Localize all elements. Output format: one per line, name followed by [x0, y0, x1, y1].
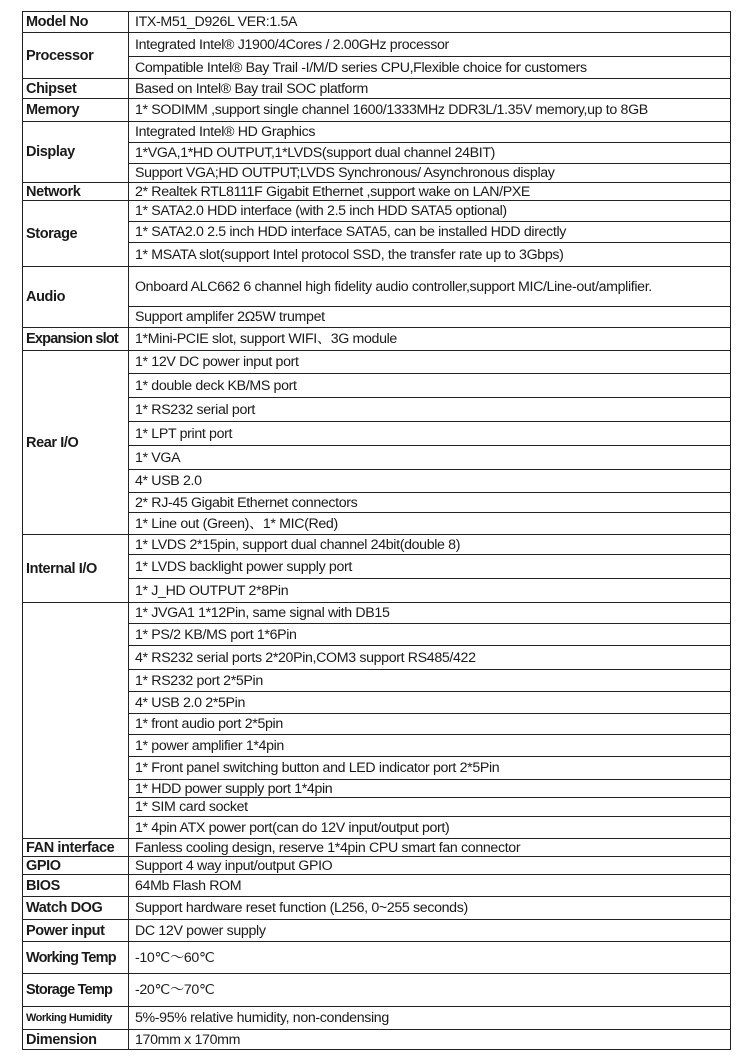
spec-value: -10℃～60℃: [129, 942, 731, 974]
spec-label-internal-i-o: Internal I/O: [23, 535, 129, 603]
spec-label-storage: Storage: [23, 201, 129, 267]
spec-row-storage-1: [23, 201, 731, 222]
spec-value: 1* JVGA1 1*12Pin, same signal with DB15: [129, 603, 731, 624]
spec-value: 64Mb Flash ROM: [129, 875, 731, 897]
spec-row-expansion-slot: [23, 328, 731, 351]
spec-value: 1* Front panel switching button and LED indicator port 2*5Pin: [129, 757, 731, 780]
spec-row-fan-interface: [23, 839, 731, 857]
spec-row-display-2: [23, 143, 731, 164]
spec-row-gpio: [23, 857, 731, 875]
spec-value: Fanless cooling design, reserve 1*4pin CPU smart fan connector: [129, 839, 731, 857]
spec-label-working-humidity: Working Humidity: [23, 1007, 129, 1030]
spec-value: 1* SIM card socket: [129, 798, 731, 817]
spec-row-audio-2: [23, 307, 731, 328]
spec-value: 1* SODIMM ,support single channel 1600/1333MHz DDR3L/1.35V memory,up to 8GB: [129, 99, 731, 122]
spec-value: DC 12V power supply: [129, 920, 731, 942]
spec-value: 1* front audio port 2*5pin: [129, 714, 731, 735]
spec-label-rear-i-o: Rear I/O: [23, 351, 129, 535]
spec-row-watch-dog: [23, 897, 731, 920]
spec-row-internal-i-o-1: [23, 535, 731, 555]
spec-row-dimension: [23, 1030, 731, 1050]
spec-row-working-temp: [23, 942, 731, 974]
spec-label-network: Network: [23, 183, 129, 201]
spec-row-display-3: [23, 164, 731, 183]
spec-row-working-humidity: [23, 1007, 731, 1030]
spec-value: 1* LPT print port: [129, 422, 731, 446]
spec-row-unlabeled-11: [23, 817, 731, 839]
spec-label-model-no: Model No: [23, 12, 129, 33]
spec-value: 5%-95% relative humidity, non-condensing: [129, 1007, 731, 1030]
spec-label-fan-interface: FAN interface: [23, 839, 129, 857]
spec-row-rear-i-o-6: [23, 470, 731, 493]
spec-row-unlabeled-3: [23, 646, 731, 670]
spec-value: 4* USB 2.0: [129, 470, 731, 493]
spec-value: Integrated Intel® HD Graphics: [129, 122, 731, 143]
spec-label-working-temp: Working Temp: [23, 942, 129, 974]
spec-label-processor: Processor: [23, 33, 129, 79]
spec-row-chipset: [23, 79, 731, 99]
spec-row-unlabeled-1: [23, 603, 731, 624]
spec-value: 170mm x 170mm: [129, 1030, 731, 1050]
spec-row-unlabeled-5: [23, 692, 731, 714]
spec-value: 1* J_HD OUTPUT 2*8Pin: [129, 579, 731, 603]
spec-label-dimension: Dimension: [23, 1030, 129, 1050]
spec-row-storage-3: [23, 243, 731, 267]
spec-value: 1* MSATA slot(support Intel protocol SSD, the transfer rate up to 3Gbps): [129, 243, 731, 267]
spec-row-unlabeled-2: [23, 624, 731, 646]
spec-value: 1* 12V DC power input port: [129, 351, 731, 374]
spec-value: ITX-M51_D926L VER:1.5A: [129, 12, 731, 33]
spec-value: Support amplifer 2Ω5W trumpet: [129, 307, 731, 328]
spec-row-unlabeled-9: [23, 780, 731, 798]
spec-label-unlabeled: [23, 603, 129, 839]
spec-value: 1* RS232 port 2*5Pin: [129, 670, 731, 692]
spec-value: 1* 4pin ATX power port(can do 12V input/output port): [129, 817, 731, 839]
spec-value: 2* RJ-45 Gigabit Ethernet connectors: [129, 493, 731, 513]
spec-value: Compatible Intel® Bay Trail -I/M/D series CPU,Flexible choice for customers: [129, 57, 731, 79]
spec-value: 1*VGA,1*HD OUTPUT,1*LVDS(support dual channel 24BIT): [129, 143, 731, 164]
spec-value: 4* USB 2.0 2*5Pin: [129, 692, 731, 714]
spec-label-gpio: GPIO: [23, 857, 129, 875]
spec-value: 1* VGA: [129, 446, 731, 470]
spec-row-network: [23, 183, 731, 201]
spec-value: 1* LVDS backlight power supply port: [129, 555, 731, 579]
spec-value: 1*Mini-PCIE slot, support WIFI、3G module: [129, 328, 731, 351]
spec-label-chipset: Chipset: [23, 79, 129, 99]
spec-value: Integrated Intel® J1900/4Cores / 2.00GHz processor: [129, 33, 731, 57]
spec-row-unlabeled-10: [23, 798, 731, 817]
spec-value: 1* PS/2 KB/MS port 1*6Pin: [129, 624, 731, 646]
spec-row-processor-2: [23, 57, 731, 79]
spec-row-internal-i-o-3: [23, 579, 731, 603]
spec-value: 1* double deck KB/MS port: [129, 374, 731, 398]
spec-label-power-input: Power input: [23, 920, 129, 942]
spec-row-processor-1: [23, 33, 731, 57]
spec-value: 4* RS232 serial ports 2*20Pin,COM3 support RS485/422: [129, 646, 731, 670]
spec-row-rear-i-o-7: [23, 493, 731, 513]
spec-value: 1* SATA2.0 2.5 inch HDD interface SATA5, can be installed HDD directly: [129, 222, 731, 243]
spec-row-storage-temp: [23, 974, 731, 1007]
spec-label-bios: BIOS: [23, 875, 129, 897]
spec-value: -20℃～70℃: [129, 974, 731, 1007]
specification-table-body: [23, 12, 731, 1050]
spec-row-audio-1: [23, 267, 731, 307]
spec-row-rear-i-o-2: [23, 374, 731, 398]
spec-label-audio: Audio: [23, 267, 129, 328]
spec-row-memory: [23, 99, 731, 122]
spec-value: Based on Intel® Bay trail SOC platform: [129, 79, 731, 99]
spec-label-display: Display: [23, 122, 129, 183]
spec-value: 1* RS232 serial port: [129, 398, 731, 422]
spec-row-unlabeled-4: [23, 670, 731, 692]
spec-label-storage-temp: Storage Temp: [23, 974, 129, 1007]
spec-row-storage-2: [23, 222, 731, 243]
spec-row-power-input: [23, 920, 731, 942]
spec-row-display-1: [23, 122, 731, 143]
spec-value: 1* SATA2.0 HDD interface (with 2.5 inch HDD SATA5 optional): [129, 201, 731, 222]
spec-row-unlabeled-7: [23, 735, 731, 757]
spec-row-bios: [23, 875, 731, 897]
spec-row-model-no: [23, 12, 731, 33]
spec-value: Support hardware reset function (L256, 0~255 seconds): [129, 897, 731, 920]
spec-value: Support VGA;HD OUTPUT;LVDS Synchronous/ Asynchronous display: [129, 164, 731, 183]
spec-label-watch-dog: Watch DOG: [23, 897, 129, 920]
spec-row-rear-i-o-5: [23, 446, 731, 470]
spec-row-unlabeled-8: [23, 757, 731, 780]
spec-row-rear-i-o-1: [23, 351, 731, 374]
spec-row-rear-i-o-4: [23, 422, 731, 446]
spec-row-rear-i-o-8: [23, 513, 731, 535]
spec-value: 1* HDD power supply port 1*4pin: [129, 780, 731, 798]
spec-value: 1* Line out (Green)、1* MIC(Red): [129, 513, 731, 535]
spec-row-internal-i-o-2: [23, 555, 731, 579]
spec-row-unlabeled-6: [23, 714, 731, 735]
spec-value: 1* power amplifier 1*4pin: [129, 735, 731, 757]
spec-row-rear-i-o-3: [23, 398, 731, 422]
spec-value: 2* Realtek RTL8111F Gigabit Ethernet ,support wake on LAN/PXE: [129, 183, 731, 201]
spec-value: Support 4 way input/output GPIO: [129, 857, 731, 875]
spec-value: 1* LVDS 2*15pin, support dual channel 24bit(double 8): [129, 535, 731, 555]
spec-label-expansion-slot: Expansion slot: [23, 328, 129, 351]
specification-table: [22, 11, 731, 1050]
spec-value: Onboard ALC662 6 channel high fidelity audio controller,support MIC/Line-out/amplifier.: [129, 267, 731, 307]
spec-label-memory: Memory: [23, 99, 129, 122]
